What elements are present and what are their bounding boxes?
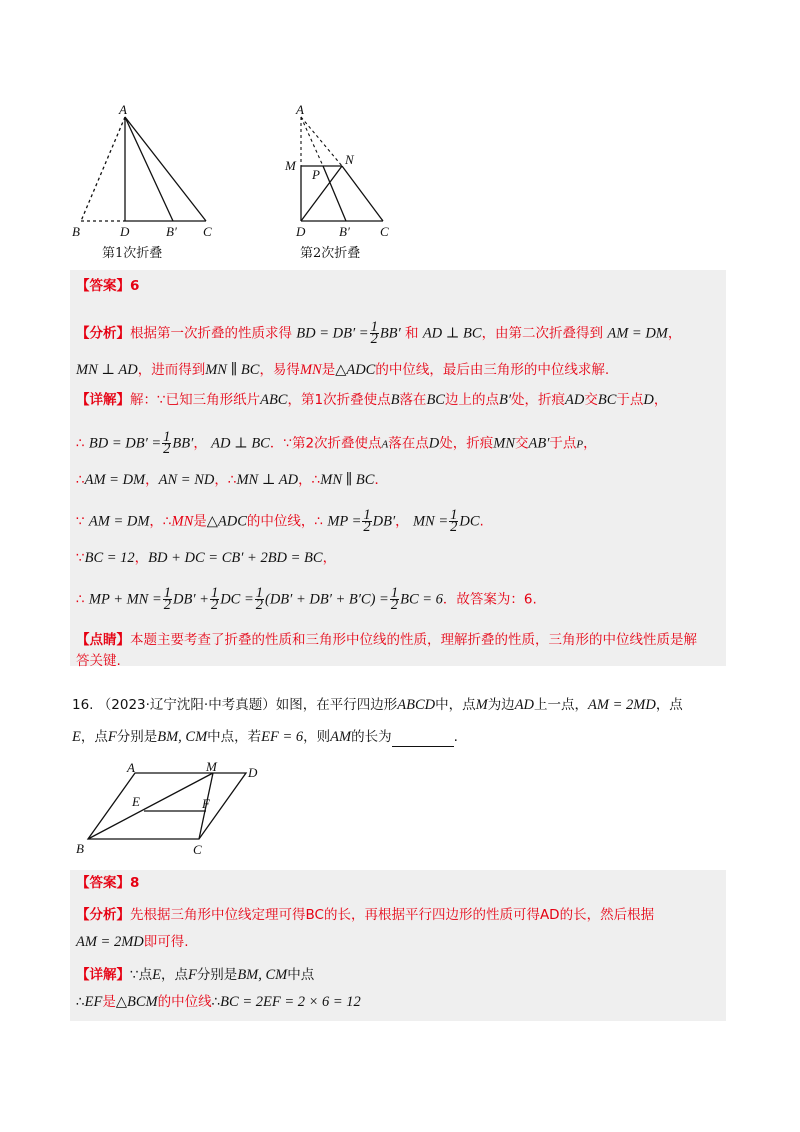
figure2-caption: 第2次折叠 [300,246,361,261]
fig2-label-a: A [296,102,304,117]
fig1-label-b-prime: B′ [166,224,177,239]
q15-detail-line4: ∵ AM = DM，∴MN是△ADC的中位线，∴ MP = $\frac{1}{2}$ DB′， MN = $\frac{1}{2}$ DC. [76,507,484,535]
q16-answer: 【答案】8 [76,875,140,891]
figure-second-fold [284,100,404,240]
fig3-label-b: B [76,841,84,856]
fig2-label-c: C [380,224,389,239]
figure-first-fold [70,100,220,240]
q15-detail-line1: 【详解】解：∵已知三角形纸片ABC，第1次折叠使点B落在BC边上的点B′处，折痕AD交BC于点D， [76,392,668,408]
q16-solution-panel [70,870,726,1021]
fig1-label-c: C [203,224,212,239]
fig3-label-c: C [193,842,202,857]
q15-analysis-line2: MN ⊥ AD，进而得到MN ∥ BC，易得MN是△ADC的中位线，最后由三角形的中位线求解. [76,362,610,378]
figure1-caption: 第1次折叠 [102,246,163,261]
fig3-label-a: A [127,760,135,775]
q15-detail-line3: ∴AM = DM，AN = ND，∴MN ⊥ AD，∴MN ∥ BC． [76,472,388,488]
q16-detail-line2: ∴EF是△BCM的中位线∴BC = 2EF = 2 × 6 = 12 [76,994,361,1010]
q16-analysis-line1: 【分析】先根据三角形中位线定理可得BC的长，再根据平行四边形的性质可得AD的长，然后根据 [76,907,655,923]
q15-comment-line2: 答关键. [76,653,121,669]
fig2-dn [301,166,342,221]
q15-detail-line2: ∴ BD = DB′ = $\frac{1}{2}$ BB′， AD ⊥ BC．∵第2次折叠使点A落在点D处，折痕MN交AB′于点P， [76,429,597,457]
q16-question-line2: E，点F分别是BM, CM中点，若EF = 6，则AM的长为 . [72,729,458,745]
parallelogram-abcd [88,773,246,839]
fig1-ab-dashed [81,117,125,221]
q15-answer: 【答案】6 [76,278,140,294]
fig2-an-dashed [301,117,342,166]
q16-detail-line1: 【详解】∵点E，点F分别是BM, CM中点 [76,967,315,983]
figure-parallelogram [72,760,272,865]
fig3-label-m: M [206,760,217,774]
q15-comment-line1: 【点睛】本题主要考查了折叠的性质和三角形中位线的性质，理解折叠的性质，三角形的中位线性质是解 [76,632,697,648]
fig2-label-m: M [285,158,296,173]
fig1-label-d: D [120,224,130,239]
fig1-label-a: A [119,102,127,117]
fig2-nc [342,166,383,221]
q15-detail-line5: ∵BC = 12，BD + DC = CB′ + 2BD = BC， [76,550,337,566]
fig2-ap-dashed [301,117,323,166]
q16-question-line1: 16. （2023·辽宁沈阳·中考真题）如图，在平行四边形ABCD中，点M为边AD上一点，AM = 2MD，点 [72,697,683,713]
fig3-label-e: E [132,794,140,809]
answer-blank[interactable] [392,732,454,747]
segment-bm [88,773,213,839]
fig2-label-d: D [296,224,306,239]
fig2-label-n: N [345,152,354,167]
q15-solution-panel [70,270,726,669]
fig2-label-p: P [312,167,320,182]
fig3-label-d: D [248,765,258,780]
fig3-label-f: F [202,796,210,811]
fig2-label-b-prime: B′ [339,224,350,239]
q16-analysis-line2: AM = 2MD即可得. [76,934,189,950]
fig2-pb-prime [323,166,346,221]
fig1-label-b: B [72,224,80,239]
q15-analysis-line1: 【分析】根据第一次折叠的性质求得 BD = DB′ = $\frac{1}{2}$ BB′ 和 AD ⊥ BC，由第二次折叠得到 AM = DM， [76,319,682,347]
q15-detail-line6: ∴ MP + MN = $\frac{1}{2}$ DB′ + $\frac{1}{2}$ DC = $\frac{1}{2}$ (DB′ + DB′ + B′C) = $\frac{1}{2}$ BC = 6．故答案为：6. [76,585,537,613]
